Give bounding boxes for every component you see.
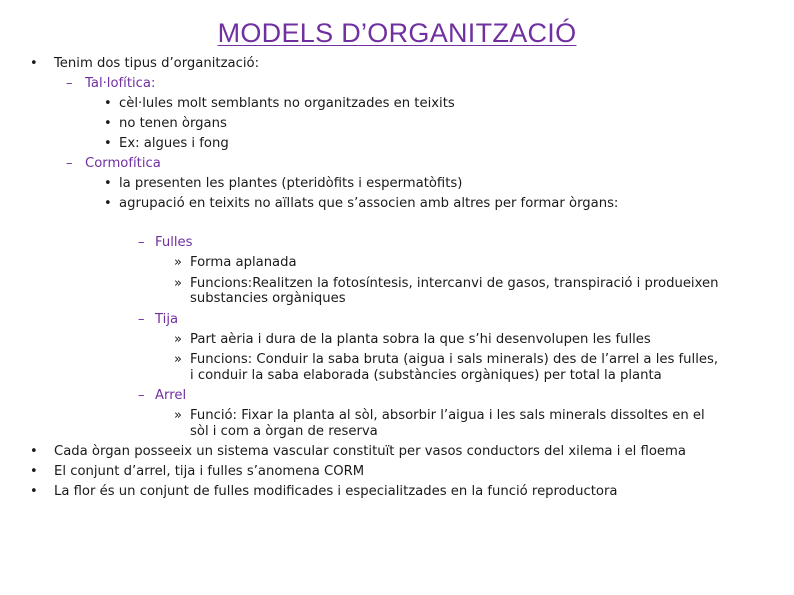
raquo-marker: » [174,255,182,270]
cormofitica-item: agrupació en teixits no aïllats que s’associen amb altres per formar òrgans: [119,196,619,211]
closing-item: El conjunt d’arrel, tija i fulles s’anomena CORM [54,464,365,479]
raquo-marker: » [174,408,182,423]
bullet-marker: • [30,56,38,71]
bullet-marker: • [104,116,112,131]
bullet-marker: • [104,136,112,151]
bullet-marker: • [30,484,38,499]
closing-item: Cada òrgan posseeix un sistema vascular constituït per vasos conductors del xilema i el floema [54,444,686,459]
talofitica-label: Tal·lofítica: [85,76,156,91]
organ-detail: Funcions: Conduir la saba bruta (aigua i sals minerals) des de l’arrel a les fulles, [190,352,719,367]
raquo-marker: » [174,352,182,367]
raquo-marker: » [174,332,182,347]
slide-title: MODELS D’ORGANITZACIÓ [217,18,577,48]
organ-detail: Part aèria i dura de la planta sobra la que s’hi desenvolupen les fulles [190,332,651,347]
intro-text: Tenim dos tipus d’organització: [54,56,260,71]
talofitica-item: no tenen òrgans [119,116,227,131]
raquo-marker: » [174,276,182,291]
dash-marker: – [66,76,73,91]
bullet-marker: • [104,96,112,111]
bullet-marker: • [104,176,112,191]
dash-marker: – [138,388,145,403]
dash-marker: – [138,235,145,250]
bullet-marker: • [104,196,112,211]
organ-detail: Forma aplanada [190,255,297,270]
cormofitica-item: la presenten les plantes (pteridòfits i espermatòfits) [119,176,463,191]
talofitica-item: cèl·lules molt semblants no organitzades en teixits [119,96,455,111]
dash-marker: – [138,312,145,327]
dash-marker: – [66,156,73,171]
closing-item: La flor és un conjunt de fulles modificades i especialitzades en la funció reproductora [54,484,618,499]
organ-label-tija: Tija [155,312,179,327]
organ-detail-continuation: substancies orgàniques [190,291,346,306]
organ-detail: Funció: Fixar la planta al sòl, absorbir l’aigua i les sals minerals dissoltes en el [190,408,705,423]
organ-detail-continuation: sòl i com a òrgan de reserva [190,424,378,439]
organ-label-arrel: Arrel [155,388,187,403]
talofitica-item: Ex: algues i fong [119,136,229,151]
bullet-marker: • [30,464,38,479]
organ-detail: Funcions:Realitzen la fotosíntesis, intercanvi de gasos, transpiració i produeixen [190,276,719,291]
bullet-marker: • [30,444,38,459]
organ-label-fulles: Fulles [155,235,193,250]
organ-detail-continuation: i conduir la saba elaborada (substàncies orgàniques) per total la planta [190,368,662,383]
cormofitica-label: Cormofítica [85,156,161,171]
